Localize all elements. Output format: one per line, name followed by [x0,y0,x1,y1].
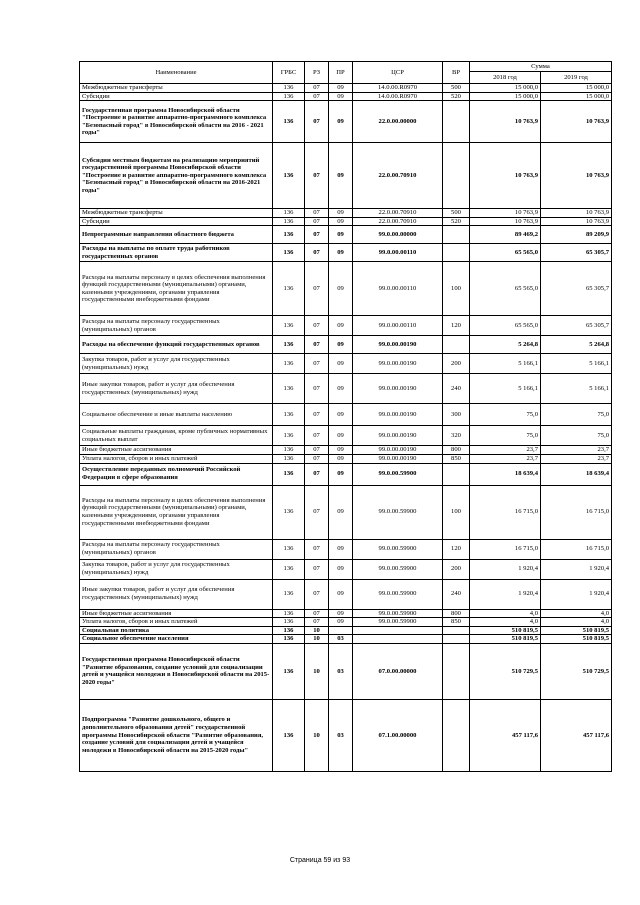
cell-vr [443,336,470,354]
cell-grbs: 136 [273,354,305,374]
table-row [80,354,612,374]
header-2019: 2019 год [541,72,612,84]
cell-2018: 10 763,9 [470,217,541,226]
cell-vr [443,244,470,262]
cell-grbs: 136 [273,485,305,539]
cell-2019: 23,7 [541,454,612,463]
cell-grbs: 136 [273,316,305,336]
cell-2018: 457 117,6 [470,699,541,771]
cell-grbs: 136 [273,336,305,354]
table-row [80,143,612,209]
table-row [80,426,612,446]
cell-name: Государственная программа Новосибирской области "Построение и развитие аппаратно-программного комплекса "Безопасный город" в Новосибирской области на 2016 - 2021 годы" [80,101,273,143]
cell-2018: 15 000,0 [470,92,541,101]
table-row [80,446,612,455]
cell-name: Субсидии [80,92,273,101]
cell-pr: 09 [329,316,353,336]
cell-pr: 09 [329,354,353,374]
cell-2018: 65 565,0 [470,262,541,316]
budget-table [79,61,612,772]
cell-pr: 09 [329,485,353,539]
cell-2019: 16 715,0 [541,539,612,559]
cell-pr: 09 [329,446,353,455]
table-row [80,262,612,316]
cell-csr: 99.0.00.00190 [353,454,443,463]
cell-grbs: 136 [273,426,305,446]
cell-csr: 99.0.00.59900 [353,539,443,559]
cell-grbs: 136 [273,209,305,218]
cell-vr: 520 [443,92,470,101]
cell-vr: 800 [443,446,470,455]
cell-name: Уплата налогов, сборов и иных платежей [80,454,273,463]
cell-csr: 99.0.00.00190 [353,404,443,426]
cell-grbs: 136 [273,226,305,244]
cell-rz: 07 [305,143,329,209]
cell-2019: 10 763,9 [541,209,612,218]
cell-2018: 89 469,2 [470,226,541,244]
cell-2019: 15 000,0 [541,92,612,101]
header-csr: ЦСР [353,62,443,84]
cell-csr: 99.0.00.59900 [353,609,443,618]
cell-grbs: 136 [273,143,305,209]
cell-2018: 16 715,0 [470,539,541,559]
cell-2018: 75,0 [470,404,541,426]
cell-csr: 99.0.00.00110 [353,244,443,262]
cell-pr: 09 [329,539,353,559]
cell-pr: 03 [329,643,353,699]
cell-2019: 18 639,4 [541,463,612,485]
cell-pr [329,626,353,635]
cell-csr: 99.0.00.59900 [353,559,443,579]
cell-2018: 5 166,1 [470,374,541,404]
cell-csr: 99.0.00.59900 [353,463,443,485]
cell-name: Закупка товаров, работ и услуг для государственных (муниципальных) нужд [80,559,273,579]
cell-rz: 07 [305,454,329,463]
cell-grbs: 136 [273,539,305,559]
cell-grbs: 136 [273,579,305,609]
table-row [80,316,612,336]
cell-2018: 5 264,8 [470,336,541,354]
cell-2019: 75,0 [541,404,612,426]
cell-vr [443,143,470,209]
cell-pr: 09 [329,404,353,426]
cell-csr: 99.0.00.00190 [353,336,443,354]
budget-table-container [79,61,611,772]
header-2018: 2018 год [470,72,541,84]
cell-csr: 99.0.00.00110 [353,316,443,336]
cell-name: Расходы на выплаты персоналу в целях обеспечения выполнения функций государственными (муниципальными) органами, казенными учреждениями, органами управления государственными внебюджетными фондами [80,485,273,539]
cell-2018: 65 565,0 [470,316,541,336]
cell-2019: 4,0 [541,609,612,618]
cell-name: Государственная программа Новосибирской области "Развитие образования, создание условий для социализации детей и учащейся молодежи в Новосибирской области на 2015-2020 годы" [80,643,273,699]
cell-name: Социальное обеспечение населения [80,635,273,644]
cell-rz: 07 [305,262,329,316]
cell-rz: 07 [305,446,329,455]
cell-grbs: 136 [273,262,305,316]
table-row [80,463,612,485]
header-sum: Сумма [470,62,612,72]
table-row [80,336,612,354]
table-row [80,618,612,627]
cell-rz: 07 [305,101,329,143]
cell-csr: 07.0.00.00000 [353,643,443,699]
cell-vr: 120 [443,539,470,559]
cell-grbs: 136 [273,217,305,226]
cell-grbs: 136 [273,635,305,644]
cell-vr [443,226,470,244]
cell-pr: 09 [329,262,353,316]
cell-rz: 07 [305,217,329,226]
cell-pr: 09 [329,84,353,93]
table-row [80,374,612,404]
cell-name: Расходы на выплаты по оплате труда работников государственных органов [80,244,273,262]
cell-rz: 07 [305,539,329,559]
cell-grbs: 136 [273,454,305,463]
table-row [80,404,612,426]
cell-grbs: 136 [273,643,305,699]
table-row [80,539,612,559]
cell-csr: 14.0.00.R0970 [353,92,443,101]
cell-name: Непрограммные направления областного бюджета [80,226,273,244]
cell-pr: 09 [329,426,353,446]
cell-2019: 16 715,0 [541,485,612,539]
cell-2018: 75,0 [470,426,541,446]
cell-pr: 09 [329,609,353,618]
cell-vr [443,635,470,644]
cell-vr [443,463,470,485]
cell-pr: 09 [329,559,353,579]
cell-grbs: 136 [273,244,305,262]
cell-csr: 22.0.00.70910 [353,209,443,218]
cell-grbs: 136 [273,101,305,143]
header-grbs: ГРБС [273,62,305,84]
cell-csr [353,626,443,635]
cell-csr: 99.0.00.59900 [353,485,443,539]
cell-name: Межбюджетные трансферты [80,209,273,218]
cell-pr: 09 [329,579,353,609]
cell-csr: 99.0.00.00190 [353,374,443,404]
table-row [80,559,612,579]
cell-vr: 120 [443,316,470,336]
cell-rz: 07 [305,92,329,101]
header-rz: РЗ [305,62,329,84]
table-body [80,84,612,772]
cell-rz: 10 [305,643,329,699]
cell-rz: 10 [305,635,329,644]
table-row [80,643,612,699]
cell-name: Уплата налогов, сборов и иных платежей [80,618,273,627]
table-row [80,92,612,101]
cell-pr: 09 [329,374,353,404]
cell-pr: 09 [329,244,353,262]
table-row [80,217,612,226]
cell-2018: 4,0 [470,618,541,627]
cell-grbs: 136 [273,626,305,635]
cell-rz: 07 [305,209,329,218]
cell-rz: 07 [305,579,329,609]
cell-vr: 100 [443,262,470,316]
cell-vr: 850 [443,454,470,463]
cell-vr [443,626,470,635]
cell-csr: 99.0.00.00190 [353,446,443,455]
cell-pr: 09 [329,618,353,627]
cell-rz: 10 [305,699,329,771]
table-row [80,485,612,539]
cell-name: Подпрограмма "Развитие дошкольного, общего и дополнительного образования детей" государственной программы Новосибирской области "Развитие образования, создание условий для социализации детей и учащейся молодежи в Новосибирской области на 2015-2020 годы" [80,699,273,771]
cell-name: Расходы на обеспечение функций государственных органов [80,336,273,354]
cell-2019: 23,7 [541,446,612,455]
cell-rz: 07 [305,609,329,618]
cell-name: Социальная политика [80,626,273,635]
cell-vr: 520 [443,217,470,226]
cell-csr: 22.0.00.00000 [353,101,443,143]
cell-rz: 07 [305,618,329,627]
cell-name: Иные закупки товаров, работ и услуг для обеспечения государственных (муниципальных) нужд [80,579,273,609]
cell-2018: 15 000,0 [470,84,541,93]
cell-vr: 800 [443,609,470,618]
cell-rz: 07 [305,244,329,262]
cell-name: Социальные выплаты гражданам, кроме публичных нормативных социальных выплат [80,426,273,446]
cell-vr: 500 [443,84,470,93]
cell-grbs: 136 [273,404,305,426]
cell-name: Субсидии [80,217,273,226]
cell-csr: 07.1.00.00000 [353,699,443,771]
cell-rz: 07 [305,316,329,336]
cell-rz: 07 [305,84,329,93]
cell-vr: 320 [443,426,470,446]
cell-vr: 240 [443,374,470,404]
cell-2019: 5 264,8 [541,336,612,354]
table-row [80,626,612,635]
cell-2018: 10 763,9 [470,143,541,209]
cell-name: Межбюджетные трансферты [80,84,273,93]
cell-rz: 07 [305,485,329,539]
cell-rz: 07 [305,463,329,485]
cell-name: Расходы на выплаты персоналу в целях обеспечения выполнения функций государственными (муниципальными) органами, казенными учреждениями, органами управления государственными внебюджетными фондами [80,262,273,316]
cell-rz: 07 [305,559,329,579]
cell-csr: 14.0.00.R0970 [353,84,443,93]
cell-grbs: 136 [273,463,305,485]
cell-2019: 5 166,1 [541,354,612,374]
cell-grbs: 136 [273,609,305,618]
table-row [80,101,612,143]
cell-name: Осуществление переданных полномочий Российской Федерации в сфере образования [80,463,273,485]
cell-grbs: 136 [273,84,305,93]
cell-2018: 510 819,5 [470,626,541,635]
cell-2018: 510 729,5 [470,643,541,699]
cell-name: Иные закупки товаров, работ и услуг для обеспечения государственных (муниципальных) нужд [80,374,273,404]
cell-2018: 10 763,9 [470,101,541,143]
cell-2019: 1 920,4 [541,559,612,579]
cell-vr: 200 [443,354,470,374]
cell-name: Субсидии местным бюджетам на реализацию мероприятий государственной программы Новосибирской области "Построение и развитие аппаратно-программного комплекса "Безопасный город" в Новосибирской области на 2016-2021 годы" [80,143,273,209]
cell-vr [443,643,470,699]
cell-2019: 65 305,7 [541,244,612,262]
cell-name: Иные бюджетные ассигнования [80,609,273,618]
cell-rz: 07 [305,354,329,374]
header-vr: ВР [443,62,470,84]
cell-vr: 300 [443,404,470,426]
cell-2019: 10 763,9 [541,143,612,209]
cell-grbs: 136 [273,699,305,771]
cell-2019: 89 209,9 [541,226,612,244]
header-pr: ПР [329,62,353,84]
cell-vr: 240 [443,579,470,609]
cell-name: Расходы на выплаты персоналу государственных (муниципальных) органов [80,316,273,336]
cell-2019: 10 763,9 [541,217,612,226]
cell-grbs: 136 [273,92,305,101]
table-row [80,226,612,244]
cell-2019: 457 117,6 [541,699,612,771]
cell-name: Закупка товаров, работ и услуг для государственных (муниципальных) нужд [80,354,273,374]
cell-pr: 09 [329,336,353,354]
cell-rz: 07 [305,426,329,446]
cell-2019: 1 920,4 [541,579,612,609]
cell-2018: 23,7 [470,454,541,463]
cell-rz: 07 [305,374,329,404]
cell-2019: 510 819,5 [541,626,612,635]
cell-2019: 4,0 [541,618,612,627]
page-number: Страница 59 из 93 [289,857,351,864]
cell-2018: 16 715,0 [470,485,541,539]
cell-vr: 850 [443,618,470,627]
cell-pr: 03 [329,635,353,644]
cell-2019: 65 305,7 [541,316,612,336]
cell-2018: 65 565,0 [470,244,541,262]
cell-csr: 22.0.00.70910 [353,143,443,209]
cell-name: Расходы на выплаты персоналу государственных (муниципальных) органов [80,539,273,559]
cell-2018: 1 920,4 [470,559,541,579]
cell-2018: 18 639,4 [470,463,541,485]
cell-2019: 65 305,7 [541,262,612,316]
cell-pr: 09 [329,143,353,209]
table-row [80,84,612,93]
cell-csr [353,635,443,644]
cell-pr: 03 [329,699,353,771]
cell-pr: 09 [329,217,353,226]
cell-grbs: 136 [273,446,305,455]
cell-csr: 99.0.00.00000 [353,226,443,244]
table-row [80,454,612,463]
cell-csr: 99.0.00.00190 [353,426,443,446]
cell-csr: 99.0.00.00190 [353,354,443,374]
cell-vr: 500 [443,209,470,218]
cell-pr: 09 [329,101,353,143]
cell-grbs: 136 [273,559,305,579]
cell-2018: 510 819,5 [470,635,541,644]
cell-2018: 4,0 [470,609,541,618]
cell-2019: 75,0 [541,426,612,446]
cell-2019: 510 819,5 [541,635,612,644]
cell-vr: 100 [443,485,470,539]
cell-pr: 09 [329,463,353,485]
cell-pr: 09 [329,454,353,463]
cell-pr: 09 [329,209,353,218]
cell-csr: 99.0.00.00110 [353,262,443,316]
cell-rz: 07 [305,404,329,426]
cell-pr: 09 [329,226,353,244]
table-row [80,609,612,618]
table-row [80,699,612,771]
cell-csr: 99.0.00.59900 [353,618,443,627]
table-row [80,244,612,262]
cell-rz: 10 [305,626,329,635]
cell-name: Социальное обеспечение и иные выплаты населению [80,404,273,426]
cell-2019: 510 729,5 [541,643,612,699]
cell-csr: 99.0.00.59900 [353,579,443,609]
cell-2018: 10 763,9 [470,209,541,218]
cell-2018: 1 920,4 [470,579,541,609]
cell-pr: 09 [329,92,353,101]
cell-name: Иные бюджетные ассигнования [80,446,273,455]
cell-vr: 200 [443,559,470,579]
cell-csr: 22.0.00.70910 [353,217,443,226]
table-row [80,209,612,218]
cell-2018: 5 166,1 [470,354,541,374]
cell-rz: 07 [305,226,329,244]
cell-2019: 15 000,0 [541,84,612,93]
cell-2019: 5 166,1 [541,374,612,404]
cell-rz: 07 [305,336,329,354]
cell-grbs: 136 [273,374,305,404]
cell-2019: 10 763,9 [541,101,612,143]
cell-2018: 23,7 [470,446,541,455]
table-row [80,635,612,644]
header-name: Наименование [80,62,273,84]
cell-vr [443,699,470,771]
table-row [80,579,612,609]
cell-grbs: 136 [273,618,305,627]
cell-vr [443,101,470,143]
